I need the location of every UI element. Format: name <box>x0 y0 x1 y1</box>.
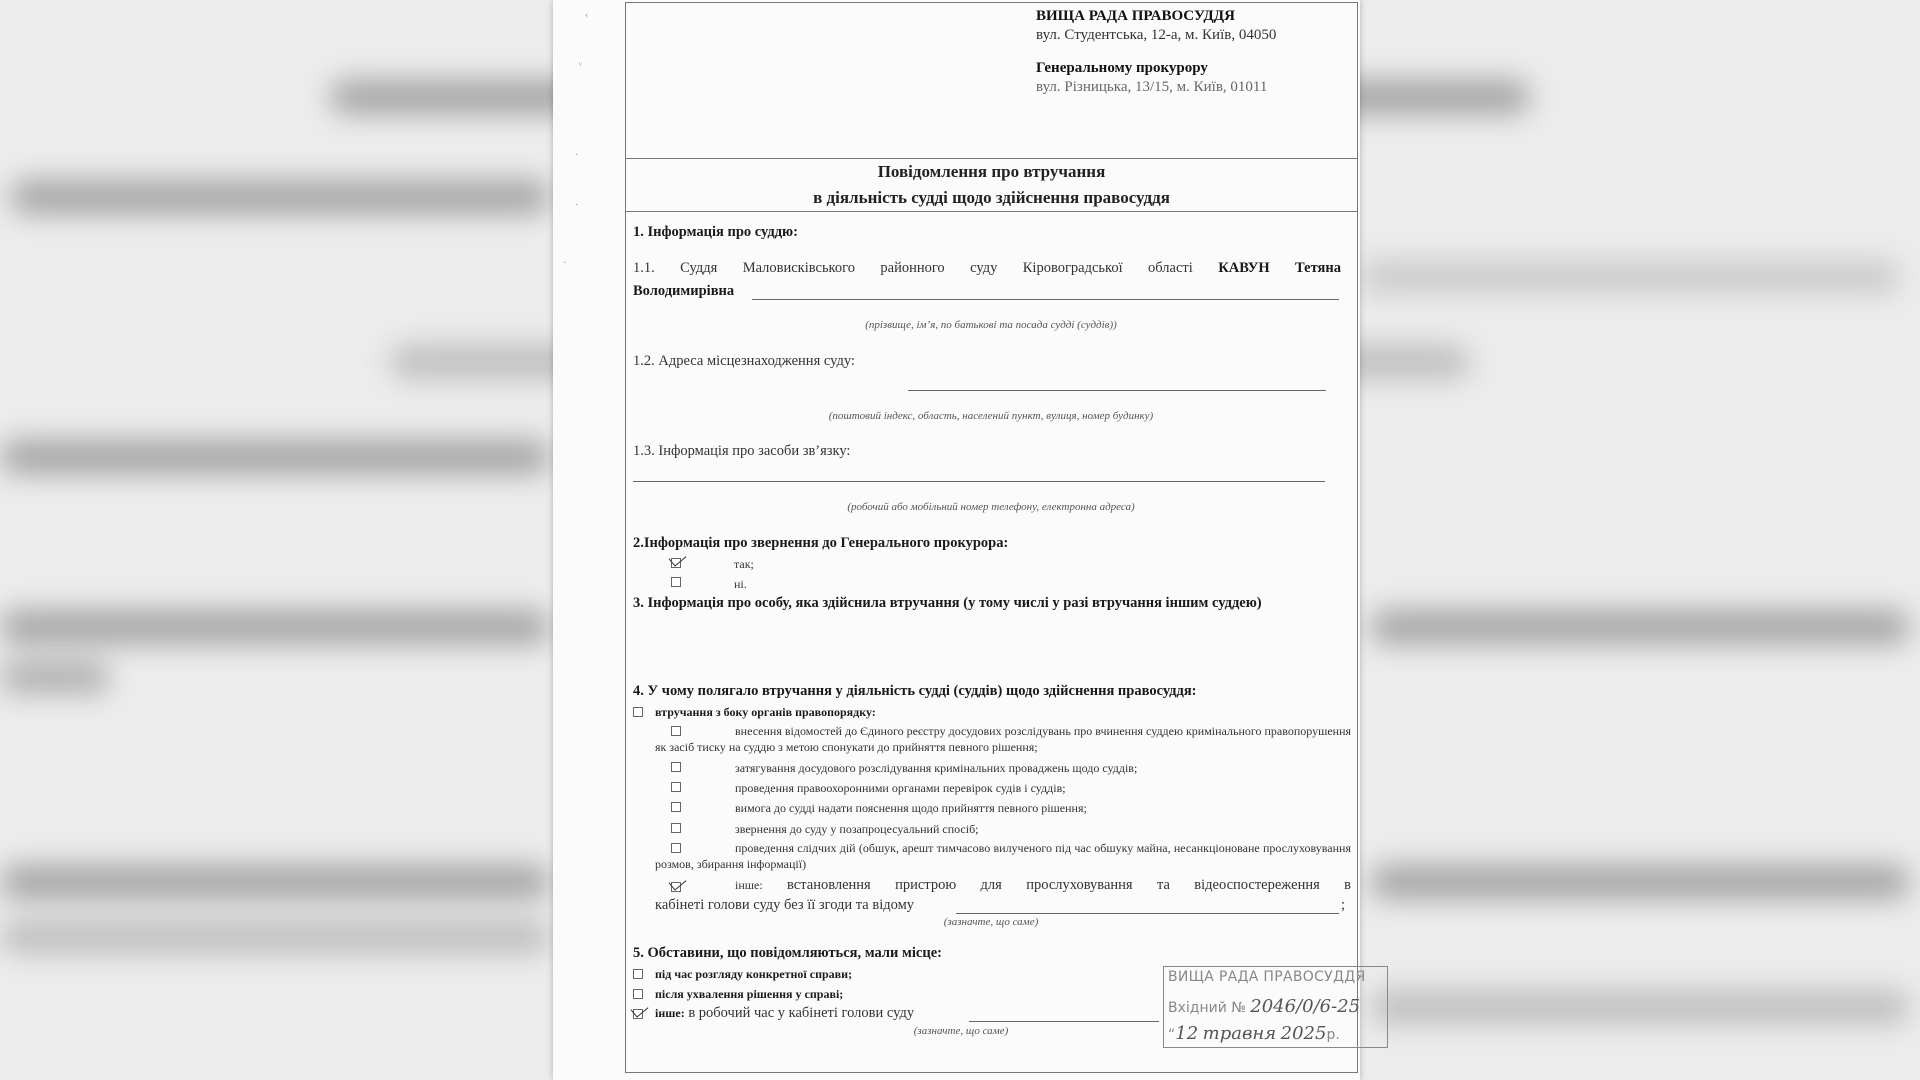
checkbox-during-case[interactable] <box>633 969 643 979</box>
other-4-line-1 <box>735 876 1351 894</box>
title-line-1: Повідомлення про втручання <box>877 162 1106 181</box>
blur-stripe <box>0 440 550 474</box>
blur-stripe <box>0 920 550 954</box>
council-name: ВИЩА РАДА ПРАВОСУДДЯ <box>1036 8 1235 24</box>
judge-patronymic: Володимирівна <box>633 283 735 299</box>
blur-stripe <box>0 610 550 644</box>
section4-heading: 4. У чому полягало втручання у діяльність судді (суддів) щодо здійснення правосуддя: <box>633 683 1197 699</box>
judge-court-text: 1.1. Суддя Маловисківського районного суду Кіровоградської області <box>633 260 1193 276</box>
divider <box>626 211 1357 212</box>
stamp-year: 2025 <box>1280 1023 1327 1044</box>
contacts-label: 1.3. Інформація про засоби зв’язку: <box>633 443 851 459</box>
item-2-text: затягування досудового розслідування кримінальних проваджень щодо суддів; <box>735 761 1138 775</box>
stamp-number-line <box>1168 996 1360 1017</box>
item-5-text: звернення до суду у позапроцесуальний спосіб; <box>735 822 979 836</box>
checkbox-yes[interactable] <box>671 558 681 568</box>
during-case-label: під час розгляду конкретної справи; <box>655 967 853 981</box>
court-address-label: 1.2. Адреса місцезнаходження суду: <box>633 353 855 369</box>
margin-mark: ‹ <box>585 10 589 21</box>
blur-stripe <box>1370 610 1910 644</box>
stamp-incoming-label: Вхідний № <box>1168 1000 1246 1016</box>
other-5-line <box>655 1004 914 1022</box>
item-6-text: проведення слідчих дій (обшук, арешт тимчасово вилученого під час обшуку майна, несанкціоноване прослуховування розмов, збирання інформації) <box>655 841 1351 871</box>
checkbox-item-3[interactable] <box>671 782 681 792</box>
margin-mark: ᵛ <box>579 60 582 71</box>
stamp-date-line: “12 травня 2025р. <box>1168 1023 1340 1044</box>
checkbox-item-2[interactable] <box>671 762 681 772</box>
blur-stripe <box>1360 260 1900 294</box>
contacts-note: (робочий або мобільний номер телефону, електронна адреса) <box>847 501 1135 513</box>
other-4-text-a: встановлення пристрою для прослуховування та відеоспостереження в <box>787 877 1351 893</box>
blur-stripe <box>1370 865 1910 899</box>
checkbox-no[interactable] <box>671 577 681 587</box>
after-decision-label: після ухвалення рішення у справі; <box>655 987 844 1001</box>
margin-mark: · <box>563 258 567 269</box>
section5-heading: 5. Обставини, що повідомляються, мали місце: <box>633 945 942 961</box>
stamp-month: травня <box>1202 1023 1277 1044</box>
addressee-block <box>1036 7 1336 97</box>
checkbox-other-4[interactable] <box>671 882 681 892</box>
blur-stripe <box>0 660 110 694</box>
prosecutor-address: вул. Різницька, 13/15, м. Київ, 01011 <box>1036 79 1268 95</box>
underline <box>752 299 1339 300</box>
document-title <box>626 159 1357 211</box>
other-4-text-b: кабінеті голови суду без її згоди та відому <box>655 897 915 913</box>
blur-stripe <box>10 180 550 214</box>
other-4-note: (зазначте, що саме) <box>943 916 1039 928</box>
checkbox-after-decision[interactable] <box>633 989 643 999</box>
section1-heading: 1. Інформація про суддю: <box>633 224 798 240</box>
item-4-text: вимога до судді надати пояснення щодо прийняття певного рішення; <box>735 801 1087 815</box>
other-5-text: в робочий час у кабінеті голови суду <box>688 1005 915 1021</box>
checkbox-other-5[interactable] <box>633 1009 643 1019</box>
option-no-label: ні. <box>734 577 747 591</box>
item-3-text: проведення правоохоронними органами перевірок судів і суддів; <box>735 781 1066 795</box>
option-yes-label: так; <box>734 557 754 571</box>
judge-surname: КАВУН Тетяна <box>1218 260 1341 276</box>
stamp-org: ВИЩА РАДА ПРАВОСУДДЯ <box>1168 969 1366 985</box>
checkbox-item-5[interactable] <box>671 823 681 833</box>
court-address-line <box>908 390 1326 391</box>
incoming-stamp <box>1163 966 1388 1048</box>
section3-heading: 3. Інформація про особу, яка здійснила втручання (у тому числі у разі втручання іншим суддею) <box>633 595 1262 611</box>
checkbox-item-4[interactable] <box>671 802 681 812</box>
council-address: вул. Студентська, 12-а, м. Київ, 04050 <box>1036 27 1277 43</box>
blur-stripe <box>1370 990 1910 1024</box>
underline <box>969 1021 1159 1022</box>
margin-mark: · <box>575 150 579 161</box>
stamp-incoming-number: 2046/0/6-25 <box>1250 996 1361 1017</box>
semicolon: ; <box>1341 897 1346 913</box>
checkbox-law-enforcement[interactable] <box>633 707 643 717</box>
item-1-text: внесення відомостей до Єдиного реєстру досудових розслідувань про вчинення суддею кримінального правопорушення як засіб тиску на суддю з метою спонукати до прийняття певного рішення; <box>655 724 1352 754</box>
underline <box>956 913 1339 914</box>
prosecutor-title: Генеральному прокурору <box>1036 60 1208 76</box>
document-page <box>553 0 1366 1080</box>
contacts-line <box>633 481 1325 482</box>
form-frame <box>625 2 1366 1073</box>
judge-note: (прізвище, ім’я, по батькові та посада судді (суддів)) <box>865 319 1117 331</box>
title-line-2: в діяльність судді щодо здійснення правосуддя <box>813 188 1170 207</box>
judge-line <box>633 259 1341 277</box>
margin-mark: · <box>575 200 579 211</box>
blur-stripe <box>0 865 550 899</box>
stamp-year-suffix: р. <box>1326 1027 1340 1043</box>
other-4-label: інше: <box>735 878 763 892</box>
section2-heading: 2.Інформація про звернення до Генерального прокурора: <box>633 535 1009 551</box>
other-5-label: інше: <box>655 1006 685 1020</box>
law-enforcement-label: втручання з боку органів правопорядку: <box>655 705 876 719</box>
court-address-note: (поштовий індекс, область, населений пункт, вулиця, номер будинку) <box>828 410 1154 422</box>
stamp-day: 12 <box>1175 1023 1199 1044</box>
other-5-note: (зазначте, що саме) <box>913 1025 1009 1037</box>
